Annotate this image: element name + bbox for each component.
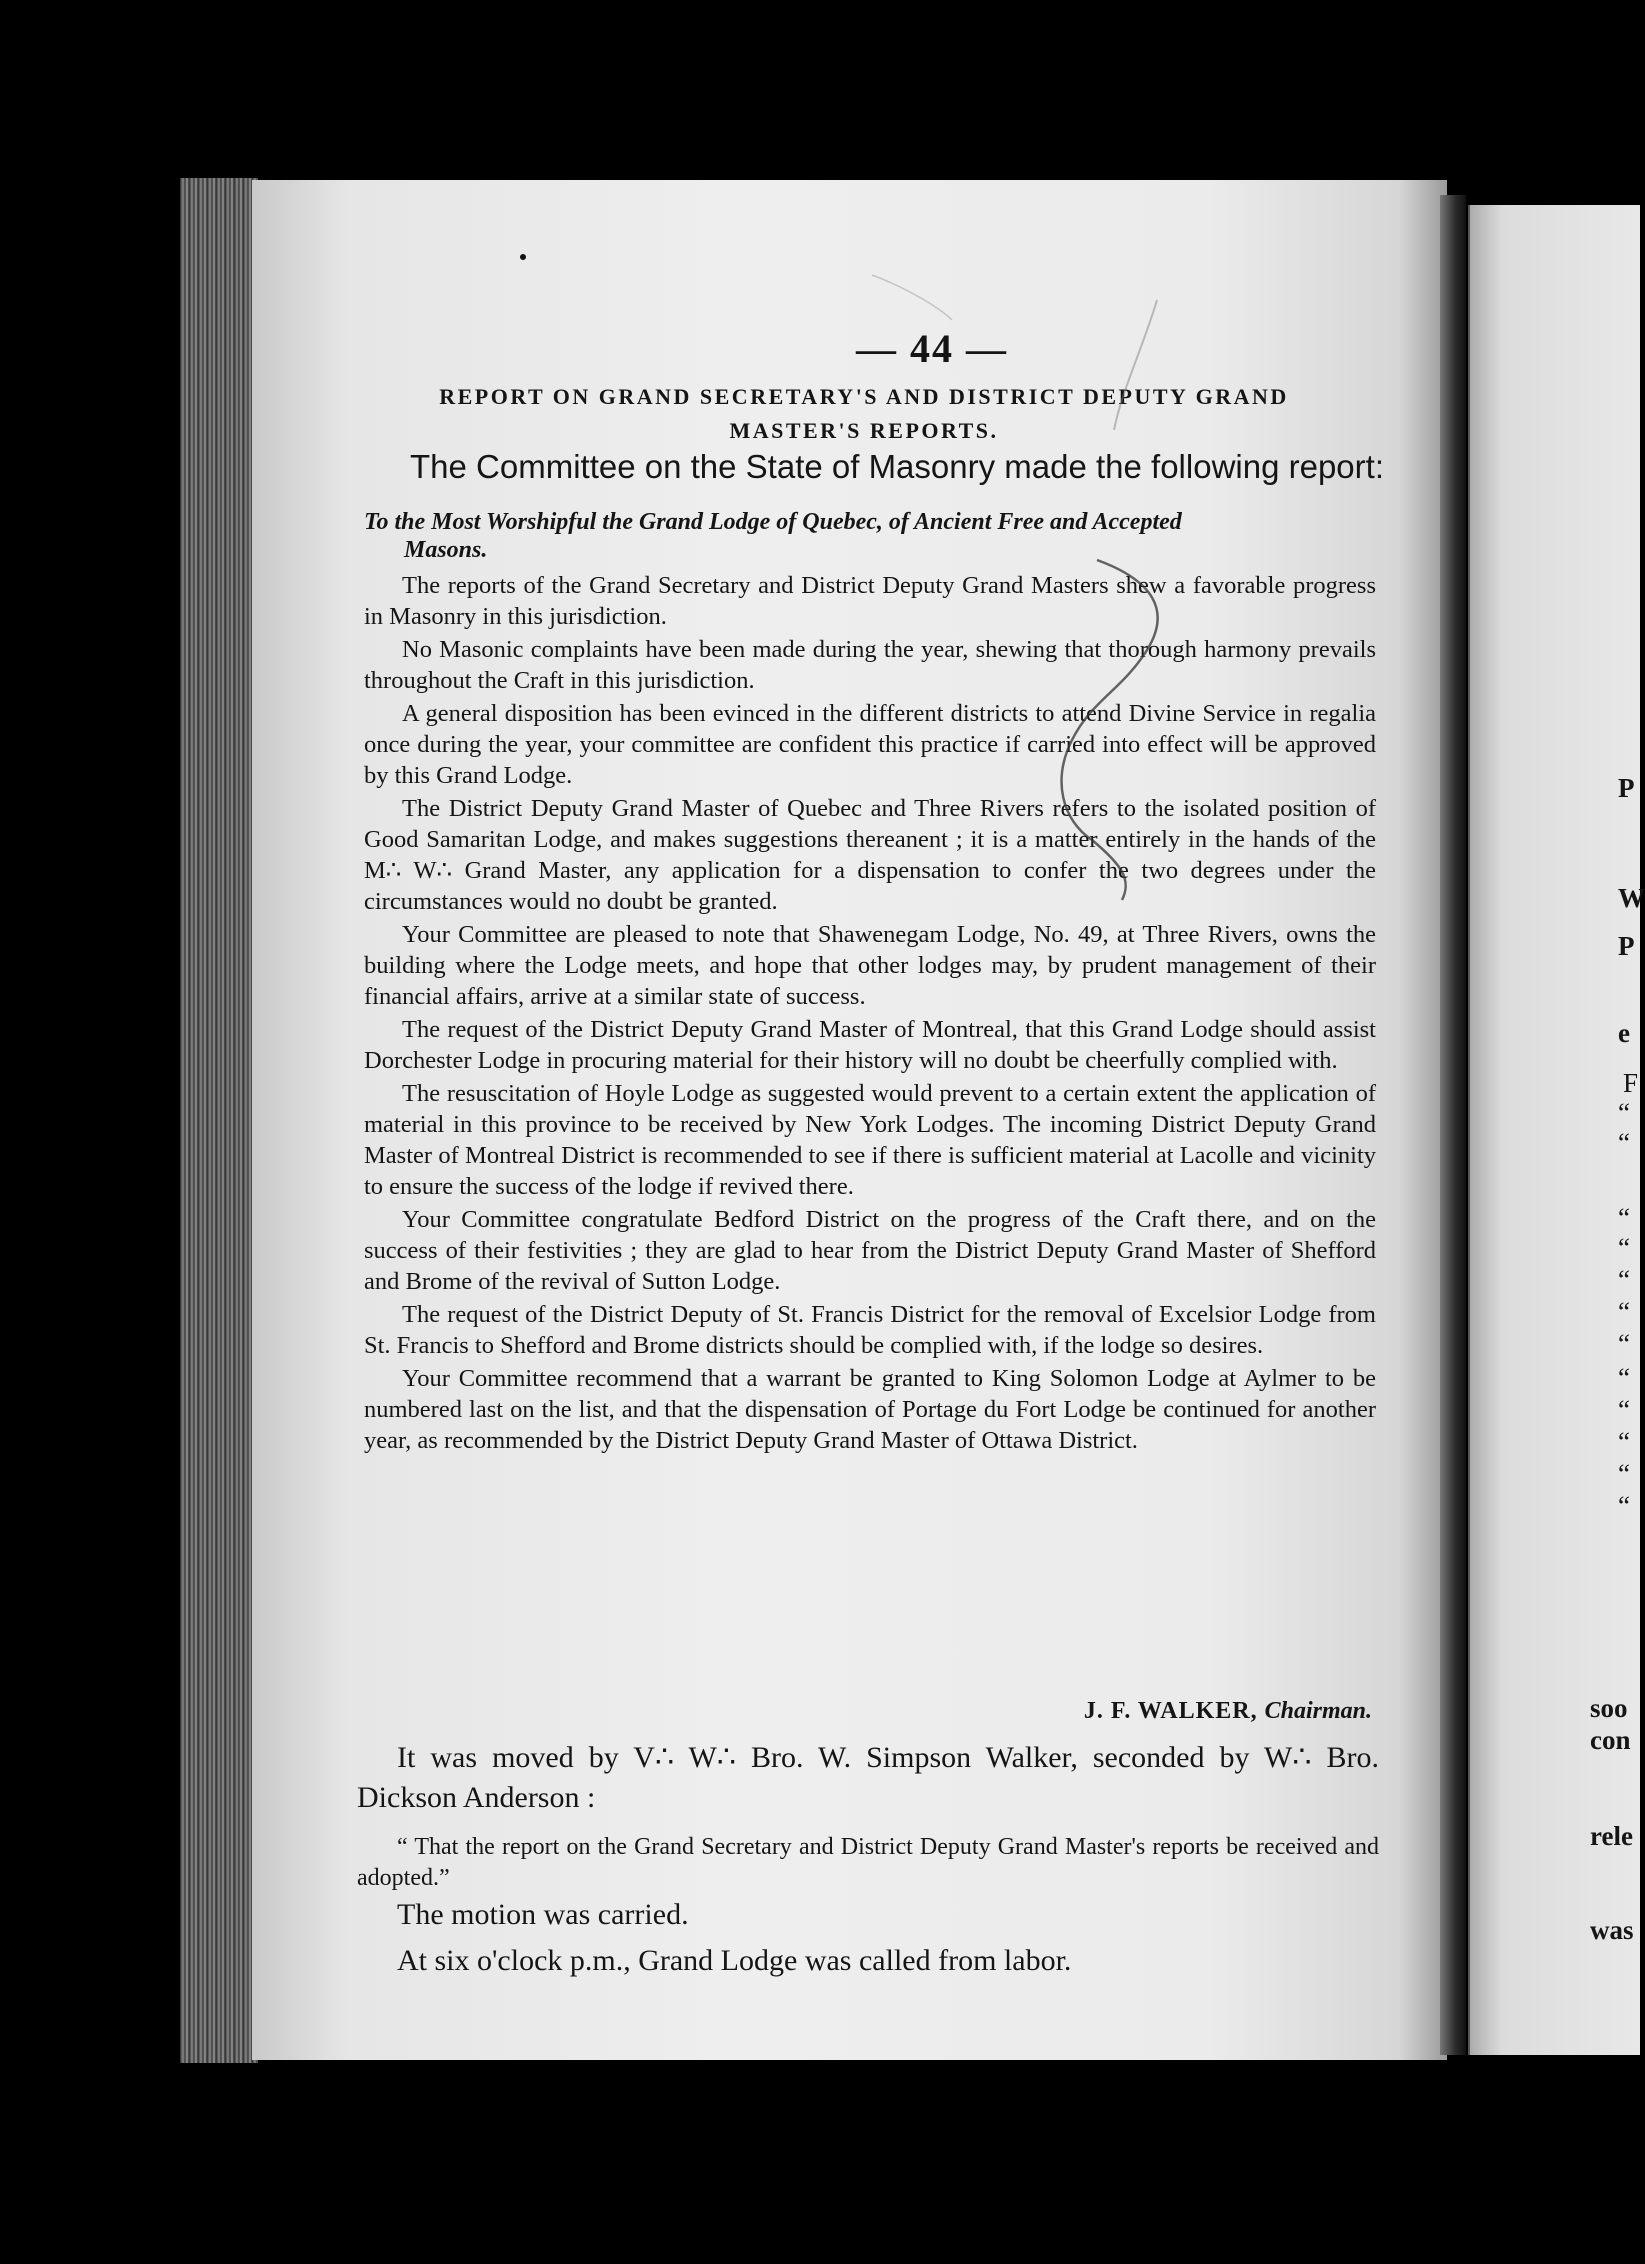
ink-speck <box>520 254 526 260</box>
facing-fragment: “ <box>1618 1098 1630 1128</box>
facing-fragment: was <box>1590 1915 1634 1945</box>
facing-fragment: “ <box>1618 1203 1630 1233</box>
facing-fragment: “ <box>1618 1363 1630 1393</box>
facing-fragment: “ <box>1618 1427 1630 1457</box>
committee-subheading: The Committee on the State of Masonry made the following report: <box>410 448 1384 485</box>
paragraph: Your Committee are pleased to note that Shawenegam Lodge, No. 49, at Three Rivers, owns the building where the Lodge meets, and hope that other lodges may, by prudent management of their financial affairs, arrive at a similar state of success. <box>364 921 1376 1010</box>
paragraph: The resuscitation of Hoyle Lodge as suggested would prevent to a certain extent the application of material in this province to be received by New York Lodges. The incoming District Deputy Grand Master of Montreal District is recommended to see if there is sufficient material at Lacolle and vicinity to ensure the success of the lodge if revived there. <box>364 1080 1376 1200</box>
pencil-mark <box>252 180 1447 2060</box>
document-page <box>252 180 1447 2060</box>
page-number: — 44 — <box>856 326 1008 371</box>
facing-fragment: “ <box>1618 1128 1630 1158</box>
address-line-1: To the Most Worshipful the Grand Lodge of Quebec, of Ancient Free and Accepted <box>364 509 1182 535</box>
heading-line-2: MASTER'S REPORTS. <box>729 418 999 443</box>
heading-line-1: REPORT ON GRAND SECRETARY'S AND DISTRICT DEPUTY GRAND <box>439 384 1289 409</box>
closing-line-1: The motion was carried. <box>397 1898 689 1931</box>
facing-fragment: e <box>1618 1018 1630 1048</box>
facing-page <box>1468 205 1645 2055</box>
facing-fragment: “ <box>1618 1395 1630 1425</box>
facing-fragment: con <box>1590 1725 1631 1755</box>
paragraph: No Masonic complaints have been made during the year, shewing that thorough harmony prevails throughout the Craft in this jurisdiction. <box>364 636 1376 694</box>
facing-fragment: W <box>1618 883 1645 913</box>
facing-fragment: P <box>1618 773 1635 803</box>
facing-fragment: “ <box>1618 1491 1630 1521</box>
page-edges <box>180 178 258 2063</box>
signature-name: J. F. WALKER, <box>1083 1698 1258 1724</box>
paragraph: The District Deputy Grand Master of Quebec and Three Rivers refers to the isolated position of Good Samaritan Lodge, and makes suggestions thereanent ; it is a matter entirely in the hands of the M∴ W∴ Grand Master, any application for a dispensation to confer the two degrees under the circumstances would no doubt be granted. <box>364 795 1376 915</box>
facing-edge <box>1468 205 1470 2055</box>
quote-text: “ That the report on the Grand Secretary and District Deputy Grand Master's reports be received and adopted.” <box>357 1834 1379 1891</box>
paragraph: The request of the District Deputy Grand Master of Montreal, that this Grand Lodge should assist Dorchester Lodge in procuring material for their history will no doubt be cheerfully complied with. <box>364 1016 1376 1074</box>
signature-role: Chairman. <box>1264 1698 1372 1724</box>
facing-fragment: F <box>1623 1068 1639 1098</box>
book-gutter <box>1440 195 1466 2055</box>
facing-fragment: “ <box>1618 1265 1630 1295</box>
closing-line-2: At six o'clock p.m., Grand Lodge was called from labor. <box>397 1944 1072 1977</box>
facing-fragment: “ <box>1618 1459 1630 1489</box>
facing-fragment: “ <box>1618 1329 1630 1359</box>
facing-fragment: soo <box>1590 1693 1628 1723</box>
facing-fragment: “ <box>1618 1297 1630 1327</box>
facing-fragment: P <box>1618 931 1635 961</box>
paragraph: The request of the District Deputy of St. Francis District for the removal of Excelsior Lodge from St. Francis to Shefford and Brome districts should be complied with, if the lodge so desires. <box>364 1301 1376 1359</box>
facing-fragment: rele <box>1590 1821 1633 1851</box>
address-line-2: Masons. <box>404 537 488 563</box>
paragraph: A general disposition has been evinced in the different districts to attend Divine Service in regalia once during the year, your committee are confident this practice if carried into effect will be approved by this Grand Lodge. <box>364 700 1376 789</box>
paragraph: The reports of the Grand Secretary and District Deputy Grand Masters shew a favorable progress in Masonry in this jurisdiction. <box>364 572 1376 630</box>
paragraph: Your Committee congratulate Bedford District on the progress of the Craft there, and on the success of their festivities ; they are glad to hear from the District Deputy Grand Master of Shefford and Brome of the revival of Sutton Lodge. <box>364 1206 1376 1295</box>
facing-fragment: “ <box>1618 1233 1630 1263</box>
motion-text: It was moved by V∴ W∴ Bro. W. Simpson Walker, seconded by W∴ Bro. Dickson Anderson : <box>357 1741 1379 1814</box>
paragraph: Your Committee recommend that a warrant be granted to King Solomon Lodge at Aylmer to be numbered last on the list, and that the dispensation of Portage du Fort Lodge be continued for another year, as recommended by the District Deputy Grand Master of Ottawa District. <box>364 1365 1376 1454</box>
